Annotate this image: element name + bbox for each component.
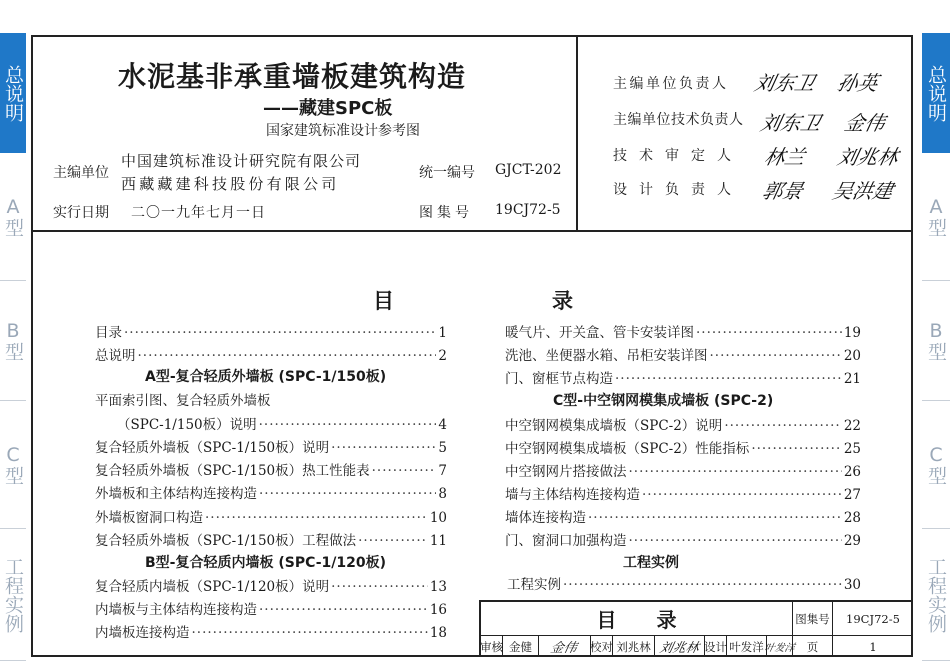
toc-entry-page: 30 bbox=[843, 577, 861, 593]
tab-label: A型 bbox=[2, 196, 24, 237]
toc-leader bbox=[696, 325, 842, 341]
toc-leader bbox=[259, 417, 437, 433]
toc-entry-label: （SPC-1/150板）说明 bbox=[117, 417, 257, 433]
toc-leader bbox=[138, 348, 437, 364]
toc-entry-page: 19 bbox=[843, 325, 861, 341]
toc-leader bbox=[615, 371, 842, 387]
signature: 刘东卫 bbox=[752, 71, 818, 95]
toc-entry[interactable] bbox=[95, 436, 447, 456]
unified-code-value: GJCT-202 bbox=[495, 162, 562, 178]
tab-examples-right[interactable] bbox=[922, 529, 950, 661]
toc-entry-page: 28 bbox=[843, 510, 861, 526]
toc-leader bbox=[205, 510, 428, 526]
tab-label: C型 bbox=[2, 444, 24, 485]
unified-code-label: 统一编号 bbox=[419, 165, 475, 181]
toc-entry[interactable] bbox=[95, 321, 447, 341]
responsible-role: 主编单位技术负责人 bbox=[613, 112, 744, 128]
toc-entry[interactable] bbox=[95, 529, 447, 549]
org-label: 主编单位 bbox=[53, 165, 109, 181]
drawing-frame bbox=[31, 35, 913, 657]
toc-leader bbox=[372, 463, 437, 479]
toc-entry-page: 29 bbox=[843, 533, 861, 549]
toc-entry-page: 7 bbox=[438, 463, 447, 479]
toc-leader bbox=[259, 486, 436, 502]
tab-type-a-left[interactable] bbox=[0, 153, 26, 281]
signature: 金伟 bbox=[842, 111, 888, 135]
toc-entry[interactable] bbox=[505, 344, 861, 364]
responsible-role: 技术审定人 bbox=[613, 148, 743, 164]
toc-entry-label: 中空钢网片搭接做法 bbox=[505, 464, 627, 480]
toc-entry-page: 2 bbox=[438, 348, 447, 364]
tab-label: B型 bbox=[2, 320, 24, 361]
toc-entry[interactable] bbox=[505, 460, 861, 480]
signature: 刘东卫 bbox=[758, 111, 824, 135]
document-title: 水泥基非承重墙板建筑构造 bbox=[118, 60, 467, 93]
org-name-2: 西藏藏建科技股份有限公司 bbox=[121, 175, 340, 193]
toc-entry[interactable] bbox=[95, 482, 447, 502]
toc-leader bbox=[124, 325, 436, 341]
right-side-tabs bbox=[922, 33, 950, 661]
toc-entry-label: 平面索引图、复合轻质外墙板 bbox=[95, 393, 271, 409]
signature: 林兰 bbox=[762, 145, 808, 169]
toc-leader bbox=[331, 579, 428, 595]
toc-entry-page: 5 bbox=[438, 440, 447, 456]
signature: 刘兆林 bbox=[835, 145, 901, 169]
tab-label: B型 bbox=[925, 320, 947, 361]
toc-entry[interactable] bbox=[505, 414, 861, 434]
header-divider bbox=[576, 37, 578, 232]
check-signature-cell bbox=[655, 636, 705, 657]
toc-entry-page: 22 bbox=[843, 418, 861, 434]
check-label: 校对 bbox=[591, 636, 613, 657]
check-name: 刘兆林 bbox=[613, 636, 655, 657]
toc-entry-label: 暖气片、开关盒、管卡安装详图 bbox=[505, 325, 694, 341]
tab-label: 总说明 bbox=[2, 64, 24, 122]
tab-label: 总说明 bbox=[925, 64, 947, 122]
toc-section-heading: A型-复合轻质外墙板 (SPC-1/150板) bbox=[145, 369, 387, 385]
toc-entry-page: 1 bbox=[438, 325, 447, 341]
tab-type-b-left[interactable] bbox=[0, 281, 26, 401]
document-subtitle: ——藏建SPC板 bbox=[263, 98, 393, 119]
toc-entry-label: 洗池、坐便器水箱、吊柜安装详图 bbox=[505, 348, 708, 364]
signature: 刘兆林 bbox=[657, 641, 701, 656]
toc-leader bbox=[192, 625, 428, 641]
toc-entry[interactable] bbox=[95, 344, 447, 364]
toc-entry[interactable] bbox=[95, 459, 447, 479]
tab-type-b-right[interactable] bbox=[922, 281, 950, 401]
left-side-tabs bbox=[0, 33, 26, 661]
review-name: 金健 bbox=[503, 636, 539, 657]
toc-entry-page: 4 bbox=[438, 417, 447, 433]
toc-entry[interactable] bbox=[95, 598, 447, 618]
signature: 郭景 bbox=[760, 179, 806, 203]
review-label: 审核 bbox=[481, 636, 503, 657]
toc-entry-label: 复合轻质内墙板（SPC-1/120板）说明 bbox=[95, 579, 330, 595]
toc-entry-label: 工程实例 bbox=[507, 577, 561, 593]
toc-entry-label: 复合轻质外墙板（SPC-1/150板）说明 bbox=[95, 440, 330, 456]
review-signature-cell bbox=[539, 636, 591, 657]
signature: 叶发洋 bbox=[762, 643, 796, 654]
toc-entry-label: 墙体连接构造 bbox=[505, 510, 586, 526]
tab-type-a-right[interactable] bbox=[922, 153, 950, 281]
toc-entry[interactable] bbox=[95, 389, 271, 409]
toc-entry-label: 中空钢网模集成墙板（SPC-2）说明 bbox=[505, 418, 723, 434]
tab-label: 工程实例 bbox=[925, 556, 947, 633]
toc-entry-label: 外墙板窗洞口构造 bbox=[95, 510, 203, 526]
toc-leader bbox=[710, 348, 842, 364]
toc-entry[interactable] bbox=[95, 506, 447, 526]
toc-entry[interactable] bbox=[505, 483, 861, 503]
toc-section-heading: B型-复合轻质内墙板 (SPC-1/120板) bbox=[145, 555, 386, 571]
toc-leader bbox=[642, 487, 842, 503]
tab-examples-left[interactable] bbox=[0, 529, 26, 661]
toc-entry-label: 复合轻质外墙板（SPC-1/150板）热工性能表 bbox=[95, 463, 370, 479]
atlas-number-label: 图集号 bbox=[419, 205, 473, 221]
toc-leader bbox=[724, 418, 842, 434]
toc-entry[interactable] bbox=[505, 529, 861, 549]
impl-date: 二〇一九年七月一日 bbox=[131, 205, 266, 221]
toc-entry-label: 中空钢网模集成墙板（SPC-2）性能指标 bbox=[505, 441, 750, 457]
tab-label: C型 bbox=[925, 444, 947, 485]
toc-entry-label: 总说明 bbox=[95, 348, 136, 364]
toc-entry-label: 内墙板与主体结构连接构造 bbox=[95, 602, 257, 618]
toc-entry-page: 10 bbox=[429, 510, 447, 526]
toc-entry-page: 25 bbox=[843, 441, 861, 457]
toc-entry[interactable] bbox=[505, 437, 861, 457]
page-number: 1 bbox=[869, 639, 877, 654]
toc-entry-page: 26 bbox=[843, 464, 861, 480]
toc-entry-label: 目录 bbox=[95, 325, 122, 341]
title-block-atlas-value: 19CJ72-5 bbox=[833, 602, 913, 636]
toc-entry-label: 门、窗框节点构造 bbox=[505, 371, 613, 387]
design-signature-cell bbox=[762, 636, 796, 657]
toc-entry-page: 11 bbox=[429, 533, 447, 549]
toc-section-heading: 工程实例 bbox=[623, 555, 679, 571]
toc-entry-page: 16 bbox=[429, 602, 447, 618]
toc-entry-label: 复合轻质外墙板（SPC-1/150板）工程做法 bbox=[95, 533, 357, 549]
title-block bbox=[479, 600, 911, 655]
signature: 金伟 bbox=[549, 641, 579, 656]
responsible-role: 主编单位负责人 bbox=[613, 76, 729, 92]
design-name: 叶发洋 bbox=[727, 636, 767, 657]
org-name-1: 中国建筑标准设计研究院有限公司 bbox=[121, 152, 362, 170]
toc-entry[interactable] bbox=[505, 573, 861, 593]
toc-leader bbox=[588, 510, 842, 526]
tab-label: 工程实例 bbox=[2, 556, 24, 633]
title-block-title: 目录 bbox=[481, 602, 793, 636]
tab-label: A型 bbox=[925, 196, 947, 237]
design-label: 设计 bbox=[705, 636, 727, 657]
toc-entry[interactable] bbox=[505, 321, 861, 341]
tab-type-c-left[interactable] bbox=[0, 401, 26, 529]
atlas-number-value: 19CJ72-5 bbox=[495, 202, 561, 218]
toc-entry-page: 13 bbox=[429, 579, 447, 595]
tab-general-notes-right[interactable] bbox=[922, 33, 950, 153]
toc-entry-label: 内墙板连接构造 bbox=[95, 625, 190, 641]
toc-entry[interactable] bbox=[117, 413, 447, 433]
toc-leader bbox=[629, 464, 842, 480]
cover-header bbox=[33, 37, 911, 232]
title-block-atlas-label: 图集号 bbox=[793, 602, 833, 636]
toc-entry-page: 21 bbox=[843, 371, 861, 387]
tab-general-notes-left[interactable] bbox=[0, 33, 26, 153]
toc-entry-page: 18 bbox=[429, 625, 447, 641]
toc-leader bbox=[563, 577, 842, 593]
toc-leader bbox=[751, 441, 842, 457]
toc-title: 目录 bbox=[373, 288, 731, 313]
document-note: 国家建筑标准设计参考图 bbox=[266, 123, 420, 139]
toc-entry[interactable] bbox=[505, 367, 861, 387]
page-label: 页 bbox=[793, 636, 833, 657]
toc-entry[interactable] bbox=[95, 621, 447, 641]
responsible-role: 设计负责人 bbox=[613, 182, 743, 198]
toc-entry-label: 门、窗洞口加强构造 bbox=[505, 533, 627, 549]
impl-date-label: 实行日期 bbox=[53, 205, 109, 221]
toc-leader bbox=[358, 533, 428, 549]
toc-entry-label: 外墙板和主体结构连接构造 bbox=[95, 486, 257, 502]
toc-entry-page: 8 bbox=[438, 486, 447, 502]
toc-entry-page: 20 bbox=[843, 348, 861, 364]
toc-entry[interactable] bbox=[505, 506, 861, 526]
tab-type-c-right[interactable] bbox=[922, 401, 950, 529]
toc-section-heading: C型-中空钢网模集成墙板 (SPC-2) bbox=[553, 393, 774, 409]
toc-leader bbox=[629, 533, 842, 549]
toc-entry-label: 墙与主体结构连接构造 bbox=[505, 487, 640, 503]
signature: 吴洪建 bbox=[830, 179, 896, 203]
toc-entry[interactable] bbox=[95, 575, 447, 595]
signature: 孙英 bbox=[835, 71, 881, 95]
toc-leader bbox=[259, 602, 428, 618]
toc-leader bbox=[331, 440, 436, 456]
toc-entry-page: 27 bbox=[843, 487, 861, 503]
